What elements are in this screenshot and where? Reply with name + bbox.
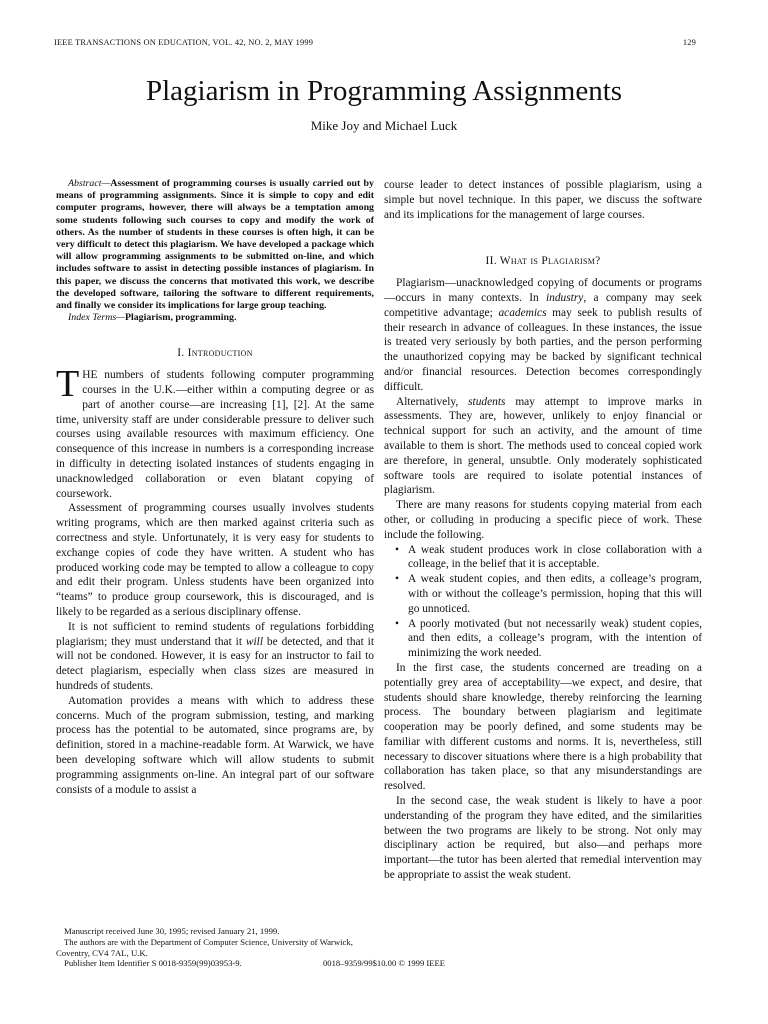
intro-continuation: course leader to detect instances of possible plagiarism, using a simple but novel technique. In this paper, we discuss the software and its implications for the management of large courses. — [384, 179, 702, 221]
plagiarism-paragraph-1 — [384, 276, 702, 394]
list-item: • A weak student copies, and then edits, a colleage’s program, with or without the colleage’s permission, hoping that this will go unnoticed. — [384, 572, 702, 616]
intro-paragraph-1-text: HE numbers of students following computer programming courses in the U.K.—either within a computing degree or as part of another course—are increasing [1], [2]. At the same time, university staff are under considerable pressure to deliver such courses using available resources with maximum efficiency. One consequence of this increase in numbers is a corresponding increase in difficulty in detecting isolated instances of students engaging in unacknowledged collaboration or even blatant copying of coursework. — [56, 369, 374, 500]
abstract-text: Assessment of programming courses is usually carried out by means of programming assignments. Since it is simple to copy and edit computer programs, however, there will always be a temptation among some students following such courses to copy and modify the work of others. As the number of students in these courses is often high, it can be very difficult to detect this plagiarism. We have developed a package which will allow programming assignments to be submitted on-line, and which includes software to assist in detecting possible instances of plagiarism. In this paper, we discuss the concerns that motivated this work, we describe the developed software, tailoring the software to different requirements, and finally we consider its implications for large group teaching. — [56, 178, 374, 312]
plagiarism-paragraph-1-part-a: Plagiarism—unacknowledged copying of documents or programs—occurs in many contexts. In — [384, 277, 702, 304]
intro-paragraph-3-part-a: It is not sufficient to remind students of regulations forbidding plagiarism; they must understand that it — [56, 620, 374, 648]
plagiarism-paragraph-2-part-b: may attempt to improve marks in assessments. They are, however, unlikely to enjoy financial or technical support for such an activity, and the amount of time available to them is short. The methods used to conceal copied work are therefore, in general, unsubtle. Only moderately sophisticated software tools are required to isolate potential instances of plagiarism. — [384, 395, 702, 497]
emphasis-academics: academics — [498, 306, 547, 319]
list-item: • A poorly motivated (but not necessarily weak) student copies, and then edits, a colleage’s program, with the intention of minimizing the work needed. — [384, 617, 702, 661]
section-heading-what-is-plagiarism: II. What is Plagiarism? — [485, 255, 601, 268]
emphasis-will: will — [245, 635, 263, 648]
plagiarism-paragraph-5: In the second case, the weak student is likely to have a poor understanding of the program they have edited, and the similarities between the two programs are likely to be strong. Not only may disciplinary action be required, but also—and perhaps more important—the tutor has been alerted that remedial intervention may be appropriate to assist the weak student. — [384, 795, 702, 882]
running-head — [54, 38, 696, 47]
plagiarism-paragraph-2 — [384, 395, 702, 499]
abstract-lead: Abstract— — [68, 178, 111, 189]
footnote-received: Manuscript received June 30, 1995; revised January 21, 1999. — [64, 926, 280, 936]
plagiarism-paragraph-1-part-b: , a company may seek competitive advantage; — [384, 291, 702, 319]
copyright-line: 0018–9359/99$10.00 © 1999 IEEE — [322, 958, 446, 968]
index-terms-lead: Index Terms— — [68, 312, 125, 324]
index-terms-text: Plagiarism, programming. — [124, 312, 237, 324]
footnote-affiliation: The authors are with the Department of Computer Science, University of Warwick, Coventry, CV4 7AL, U.K. — [56, 936, 353, 958]
intro-paragraph-3-part-b: be detected, and that it will not be condoned. However, it is easy for an instructor to fail to detect plagiarism, especially when class sizes are measured in hundreds of students. — [56, 635, 374, 692]
list-item: • A weak student produces work in close collaboration with a colleage, in the belief that it is acceptable. — [384, 543, 702, 573]
right-column — [384, 178, 702, 883]
paper-title: Plagiarism in Programming Assignments — [145, 75, 623, 107]
plagiarism-paragraph-3: There are many reasons for students copying material from each other, or colluding in producing a specific piece of work. These include the following. — [384, 499, 702, 541]
left-column — [56, 178, 374, 797]
page-number: 129 — [682, 38, 696, 47]
index-terms — [56, 312, 374, 324]
plagiarism-paragraph-1-part-c: may seek to publish results of their research in advance of colleagues. In these instances, the issue is treated very seriously by both parties, and the person performing the unauthorized copying may be backed by significant technical and/or financial resources. Detection becomes correspondingly difficult. — [384, 306, 702, 393]
reasons-list — [384, 543, 702, 661]
intro-paragraph-4: Automation provides a means with which to address these concerns. Much of the program submission, testing, and marking process has the potential to be automated, since programs are, by definition, stored in a machine-readable form. At Warwick, we have been developing software which will allow students to submit programming assignments on-line. An integral part of our software consists of a module to assist a — [56, 694, 374, 796]
emphasis-industry: industry — [546, 291, 584, 304]
plagiarism-paragraph-2-part-a: Alternatively, — [396, 395, 469, 408]
paper-authors: Mike Joy and Michael Luck — [310, 118, 458, 133]
footnote-publisher-id: Publisher Item Identifier S 0018-9359(99)03953-9. — [64, 958, 242, 969]
intro-paragraph-2: Assessment of programming courses usually involves students writing programs, which are then marked against criteria such as correctness and style. Unfortunately, it is very easy for students to exchange copies of code they have written. A student who has produced working code may be tempted to allow a colleague to copy and edit their program. Unless students have been organized into “teams” to produce group coursework, this is discouraged, and is likely to be regarded as a serious disciplinary offense. — [56, 502, 374, 618]
plagiarism-paragraph-4: In the first case, the students concerned are treading on a potentially grey area of acceptability—we expect, and desire, that students should share knowledge, thereby reinforcing the learning process. The boundary between plagiarism and legitimate cooperation may be poorly defined, and some students may be familiar with different customs and norms. It is, nevertheless, still necessary to discover situations where there is a high probability that collaboration has taken place, so that any misunderstandings are resolved. — [384, 661, 702, 793]
section-heading-introduction: I. Introduction — [177, 347, 253, 360]
emphasis-students: students — [468, 395, 506, 408]
drop-cap: T — [56, 363, 80, 406]
abstract — [56, 178, 374, 312]
intro-paragraph-1 — [56, 363, 374, 501]
journal-name: IEEE TRANSACTIONS ON EDUCATION, VOL. 42, NO. 2, MAY 1999 — [54, 38, 314, 47]
intro-paragraph-3 — [56, 620, 374, 694]
